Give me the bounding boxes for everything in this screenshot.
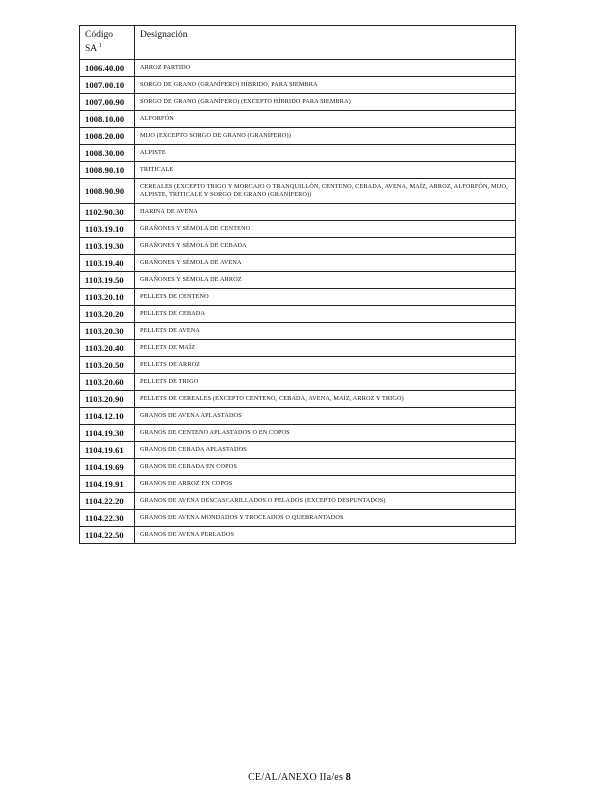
- footer-page-number: 8: [345, 772, 351, 783]
- designation-cell: TRITICALE: [135, 162, 516, 179]
- designation-cell: GRANOS DE CENTENO APLASTADOS O EN COPOS: [135, 425, 516, 442]
- hs-code-cell: 1103.20.50: [80, 357, 135, 374]
- designation-cell: GRANOS DE CEBADA APLASTADOS: [135, 442, 516, 459]
- hs-code-cell: 1006.40.00: [80, 60, 135, 77]
- hs-code-cell: 1007.00.90: [80, 94, 135, 111]
- table-row: [80, 221, 516, 238]
- designation-cell: GRANOS DE AVENA APLASTADOS: [135, 408, 516, 425]
- table-row: [80, 162, 516, 179]
- table-row: [80, 527, 516, 544]
- hs-code-cell: 1102.90.30: [80, 204, 135, 221]
- hs-code-cell: 1104.22.30: [80, 510, 135, 527]
- table-row: [80, 179, 516, 204]
- hs-code-cell: 1103.20.20: [80, 306, 135, 323]
- table-row: [80, 128, 516, 145]
- footer-document-ref: CE/AL/ANEXO IIa/es: [248, 772, 346, 783]
- table-row: [80, 408, 516, 425]
- hs-code-cell: 1104.22.20: [80, 493, 135, 510]
- header-designation-label: Designación: [140, 30, 188, 40]
- table-row: [80, 272, 516, 289]
- designation-cell: GRANOS DE AVENA PERLADOS: [135, 527, 516, 544]
- designation-cell: GRANOS DE CEBADA EN COPOS: [135, 459, 516, 476]
- page-footer: [0, 772, 599, 783]
- hs-code-cell: 1104.19.61: [80, 442, 135, 459]
- designation-cell: GRANOS DE ARROZ EN COPOS: [135, 476, 516, 493]
- designation-cell: CEREALES (EXCEPTO TRIGO Y MORCAJO O TRANQUILLÓN, CENTENO, CEBADA, AVENA, MAÍZ, ARROZ, ALFORFÓN, MIJO, ALPISTE, TRITICALE Y SORGO DE GRANO (GRANÍFERO)): [135, 179, 516, 204]
- hs-code-cell: 1008.20.00: [80, 128, 135, 145]
- hs-code-cell: 1104.19.91: [80, 476, 135, 493]
- designation-cell: GRAÑONES Y SÉMOLA DE CEBADA: [135, 238, 516, 255]
- designation-cell: PELLETS DE TRIGO: [135, 374, 516, 391]
- table-row: [80, 510, 516, 527]
- designation-cell: ARROZ PARTIDO: [135, 60, 516, 77]
- table-row: [80, 111, 516, 128]
- header-code-label: Código: [85, 29, 113, 40]
- header-code-cell: [80, 26, 135, 60]
- designation-cell: GRAÑONES Y SÉMOLA DE CENTENO: [135, 221, 516, 238]
- hs-code-cell: 1008.30.00: [80, 145, 135, 162]
- designation-cell: PELLETS DE ARROZ: [135, 357, 516, 374]
- tariff-table: [79, 25, 516, 544]
- designation-cell: ALPISTE: [135, 145, 516, 162]
- table-row: [80, 476, 516, 493]
- designation-cell: HARINA DE AVENA: [135, 204, 516, 221]
- table-header-row: [80, 26, 516, 60]
- table-row: [80, 60, 516, 77]
- table-row: [80, 442, 516, 459]
- hs-code-cell: 1103.20.40: [80, 340, 135, 357]
- table-row: [80, 459, 516, 476]
- hs-code-cell: 1104.19.69: [80, 459, 135, 476]
- designation-cell: ALFORFÓN: [135, 111, 516, 128]
- designation-cell: PELLETS DE CENTENO: [135, 289, 516, 306]
- footnote-marker: 1: [99, 42, 102, 49]
- hs-code-cell: 1008.90.10: [80, 162, 135, 179]
- table-row: [80, 357, 516, 374]
- table-row: [80, 340, 516, 357]
- designation-cell: PELLETS DE MAÍZ: [135, 340, 516, 357]
- designation-cell: GRANOS DE AVENA DESCASCARILLADOS O PELADOS (EXCEPTO DESPUNTADOS): [135, 493, 516, 510]
- header-designation-cell: [135, 26, 516, 60]
- hs-code-cell: 1007.00.10: [80, 77, 135, 94]
- table-row: [80, 289, 516, 306]
- hs-code-cell: 1103.20.60: [80, 374, 135, 391]
- hs-code-cell: 1103.20.30: [80, 323, 135, 340]
- designation-cell: GRAÑONES Y SÉMOLA DE ARROZ: [135, 272, 516, 289]
- table-row: [80, 391, 516, 408]
- hs-code-cell: 1103.19.50: [80, 272, 135, 289]
- hs-code-cell: 1103.20.10: [80, 289, 135, 306]
- table-row: [80, 94, 516, 111]
- header-code-label-sa: SA: [85, 44, 97, 55]
- table-row: [80, 255, 516, 272]
- hs-code-cell: 1008.10.00: [80, 111, 135, 128]
- table-row: [80, 238, 516, 255]
- table-body: [80, 60, 516, 544]
- designation-cell: SORGO DE GRANO (GRANÍFERO) (EXCEPTO HÍBRIDO PARA SIEMBRA): [135, 94, 516, 111]
- table-row: [80, 374, 516, 391]
- table-row: [80, 204, 516, 221]
- hs-code-cell: 1104.22.50: [80, 527, 135, 544]
- designation-cell: GRANOS DE AVENA MONDADOS Y TROCEADOS O QUEBRANTADOS: [135, 510, 516, 527]
- hs-code-cell: 1008.90.90: [80, 179, 135, 204]
- hs-code-cell: 1103.19.40: [80, 255, 135, 272]
- designation-cell: MIJO (EXCEPTO SORGO DE GRANO (GRANÍFERO)): [135, 128, 516, 145]
- table-row: [80, 323, 516, 340]
- designation-cell: GRAÑONES Y SÉMOLA DE AVENA: [135, 255, 516, 272]
- hs-code-cell: 1104.19.30: [80, 425, 135, 442]
- hs-code-cell: 1104.12.10: [80, 408, 135, 425]
- table-row: [80, 425, 516, 442]
- table-row: [80, 77, 516, 94]
- table-row: [80, 145, 516, 162]
- hs-code-cell: 1103.20.90: [80, 391, 135, 408]
- designation-cell: PELLETS DE AVENA: [135, 323, 516, 340]
- designation-cell: PELLETS DE CEBADA: [135, 306, 516, 323]
- designation-cell: PELLETS DE CEREALES (EXCEPTO CENTENO, CEBADA, AVENA, MAÍZ, ARROZ Y TRIGO): [135, 391, 516, 408]
- table-row: [80, 493, 516, 510]
- designation-cell: SORGO DE GRANO (GRANÍFERO) HÍBRIDO, PARA SIEMBRA: [135, 77, 516, 94]
- table-row: [80, 306, 516, 323]
- hs-code-cell: 1103.19.30: [80, 238, 135, 255]
- hs-code-cell: 1103.19.10: [80, 221, 135, 238]
